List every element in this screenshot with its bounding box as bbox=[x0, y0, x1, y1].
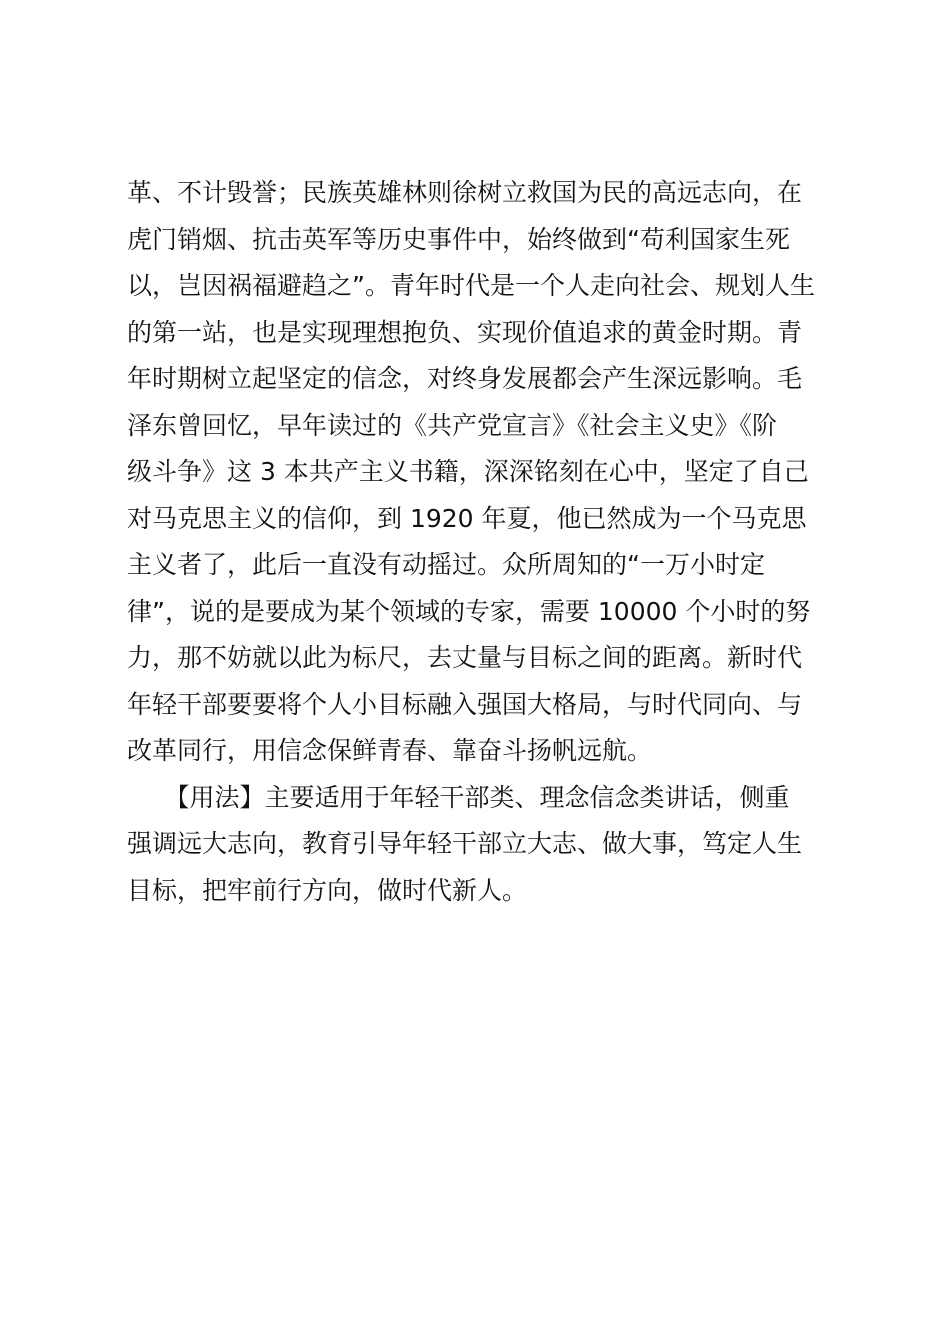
text-line: 目标，把牢前行方向，做时代新人。 bbox=[127, 875, 528, 905]
text-line: 改革同行，用信念保鲜青春、靠奋斗扬帆远航。 bbox=[127, 736, 653, 765]
paragraph-usage bbox=[127, 775, 832, 915]
paragraph-1 bbox=[127, 170, 832, 775]
document-body bbox=[127, 170, 832, 914]
text-line: 级斗争》这 3 本共产主义书籍，深深铭刻在心中，坚定了自己 bbox=[127, 457, 809, 486]
text-line: 年轻干部要要将个人小目标融入强国大格局，与时代同向、与 bbox=[127, 689, 803, 719]
text-line: 力，那不妨就以此为标尺，去丈量与目标之间的距离。新时代 bbox=[127, 643, 803, 672]
text-line: 主义者了，此后一直没有动摇过。众所周知的“一万小时定 bbox=[127, 550, 765, 579]
text-line: 【用法】主要适用于年轻干部类、理念信念类讲话，侧重 bbox=[127, 782, 790, 812]
text-line: 泽东曾回忆，早年读过的《共产党宣言》《社会主义史》《阶 bbox=[127, 410, 778, 440]
text-line: 以，岂因祸福避趋之”。青年时代是一个人走向社会、规划人生 bbox=[127, 271, 815, 300]
text-line: 强调远大志向，教育引导年轻干部立大志、做大事，笃定人生 bbox=[127, 829, 803, 858]
text-line: 革、不计毁誉；民族英雄林则徐树立救国为民的高远志向，在 bbox=[127, 178, 803, 207]
text-line: 的第一站，也是实现理想抱负、实现价值追求的黄金时期。青 bbox=[127, 317, 803, 347]
text-line: 律”，说的是要成为某个领域的专家，需要 10000 个小时的努 bbox=[127, 596, 811, 626]
text-line: 年时期树立起坚定的信念，对终身发展都会产生深远影响。毛 bbox=[127, 364, 803, 393]
text-line: 虎门销烟、抗击英军等历史事件中，始终做到“苟利国家生死 bbox=[127, 224, 790, 254]
text-line: 对马克思主义的信仰，到 1920 年夏，他已然成为一个马克思 bbox=[127, 503, 807, 533]
